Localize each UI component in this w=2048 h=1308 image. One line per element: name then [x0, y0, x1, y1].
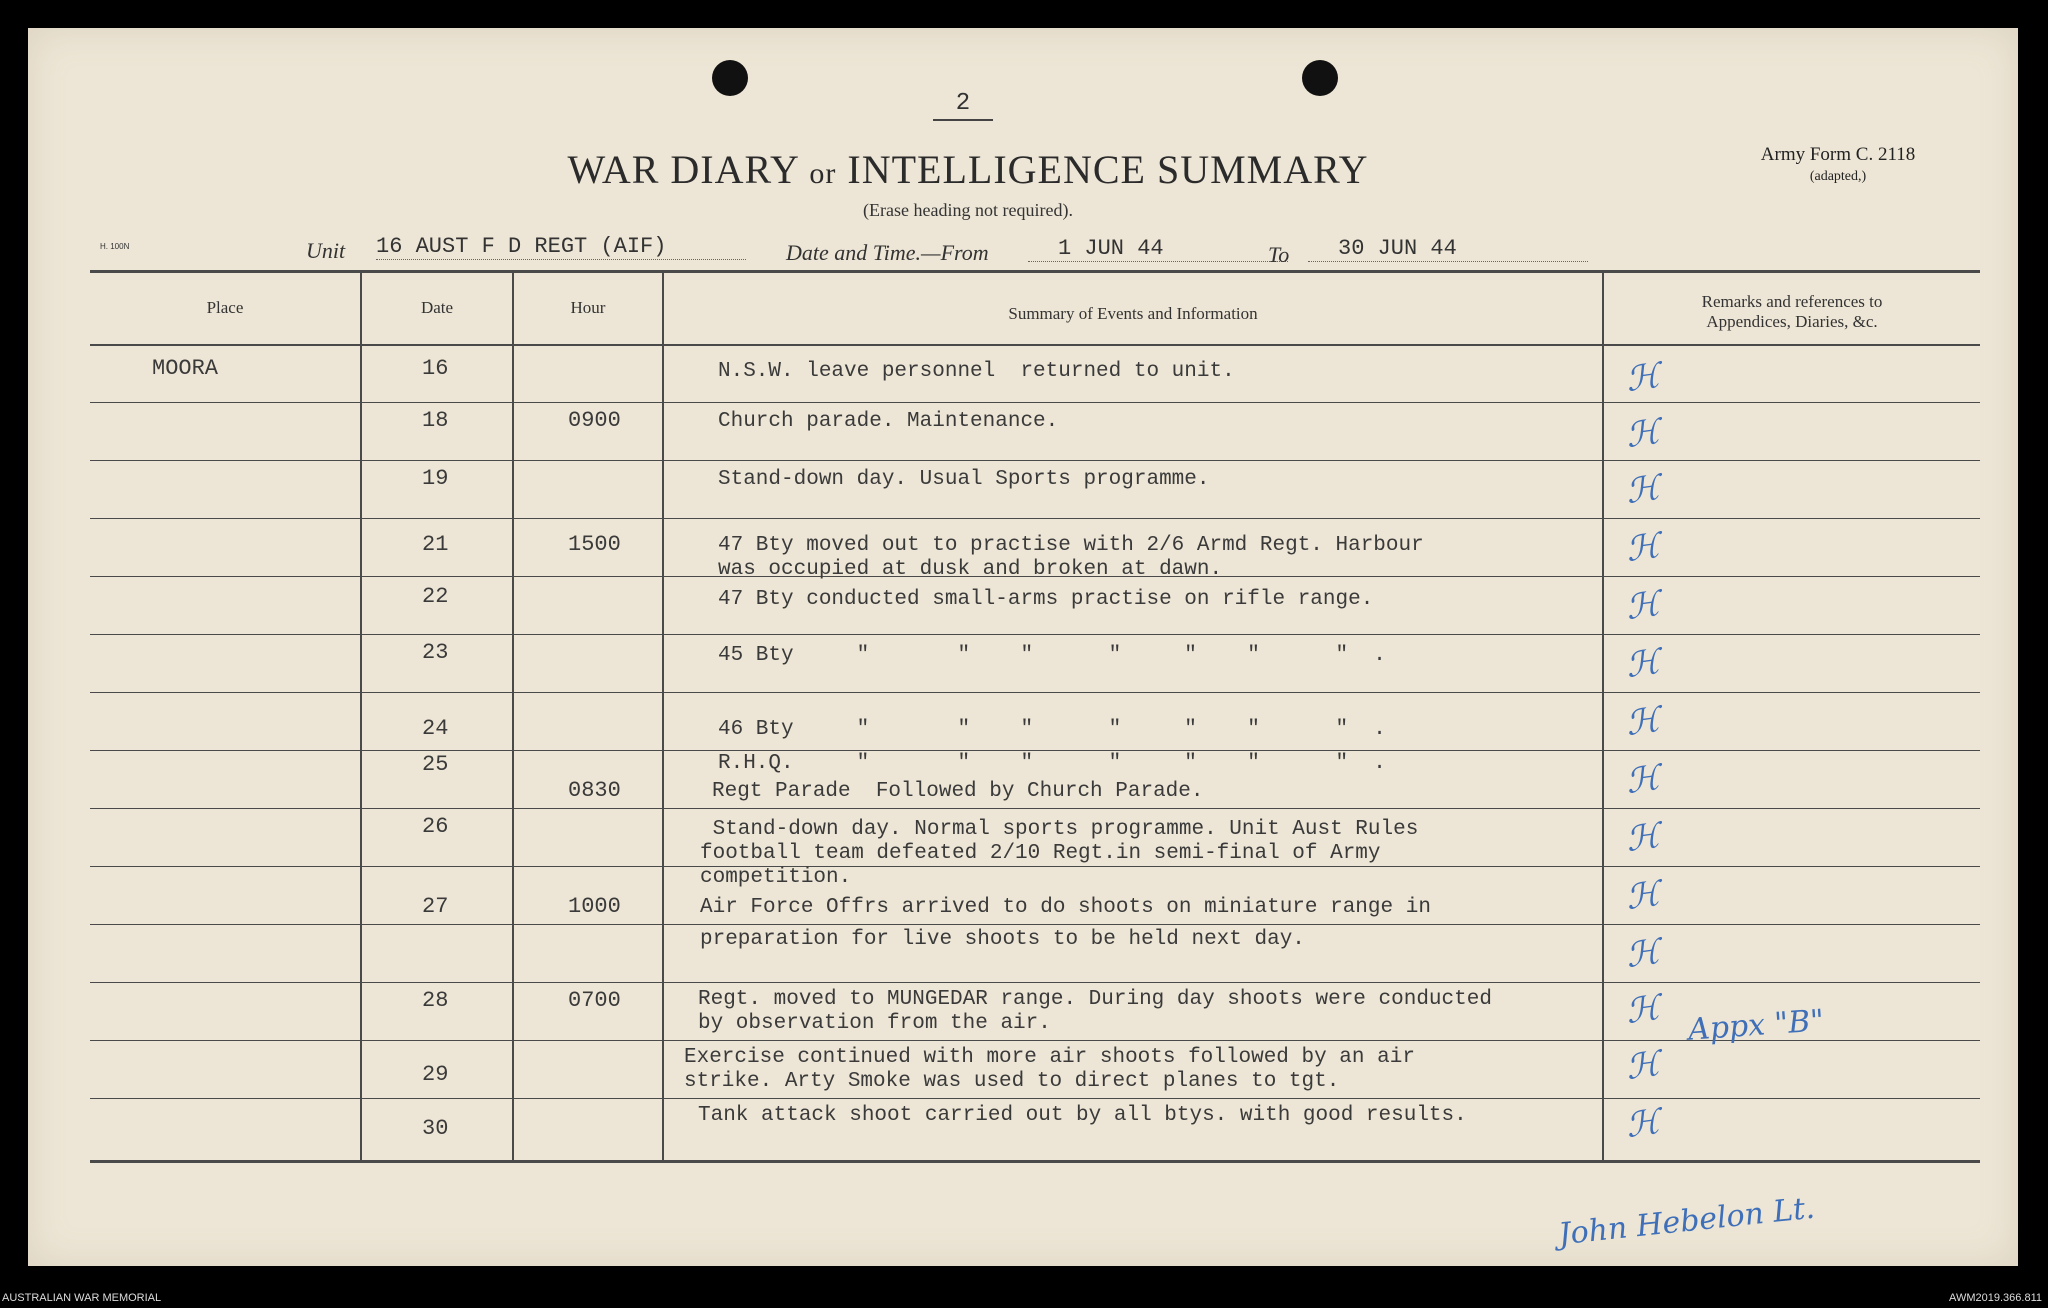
- erase-heading-note: (Erase heading not required).: [863, 200, 1073, 220]
- row-rule: [90, 982, 1980, 983]
- initial-tick-mark: ℋ: [1623, 931, 1663, 977]
- row-rule: [90, 924, 1980, 925]
- entry-summary: Stand-down day. Usual Sports programme.: [718, 468, 1210, 491]
- entry-hour: 0830: [568, 778, 621, 803]
- entry-summary: N.S.W. leave personnel returned to unit.: [718, 360, 1235, 383]
- page-title: [468, 146, 1468, 193]
- remarks-header-line2: Appendices, Diaries, &c.: [1706, 312, 1878, 331]
- entry-summary: 46 Bty " " " " " " " .: [718, 718, 1386, 741]
- entry-summary: 47 Bty moved out to practise with 2/6 Armd Regt. Harbour was occupied at dusk and broken at dawn.: [718, 534, 1424, 581]
- entry-summary: 45 Bty " " " " " " " .: [718, 644, 1386, 667]
- print-code: H. 100N: [100, 242, 130, 251]
- column-divider-date: [512, 270, 514, 1160]
- initial-tick-mark: ℋ: [1623, 411, 1663, 457]
- entry-hour: 0900: [568, 408, 621, 433]
- row-rule: [90, 518, 1980, 519]
- unit-label: Unit: [306, 238, 346, 263]
- column-divider-summary: [1602, 270, 1604, 1160]
- entry-summary: Air Force Offrs arrived to do shoots on miniature range in: [700, 896, 1431, 919]
- to-value: 30 JUN 44: [1308, 236, 1588, 262]
- entry-date: 28: [422, 988, 449, 1013]
- entry-date: 24: [422, 716, 449, 741]
- initial-tick-mark: ℋ: [1623, 355, 1663, 401]
- entry-summary: preparation for live shoots to be held next day.: [700, 928, 1305, 951]
- diary-page: [28, 28, 2018, 1266]
- initial-tick-mark: ℋ: [1623, 987, 1663, 1033]
- table-top-border: [90, 270, 1980, 273]
- signature: John Hebelon Lt.: [1556, 1190, 1817, 1253]
- row-rule: [90, 460, 1980, 461]
- entry-summary: Regt Parade Followed by Church Parade.: [712, 780, 1204, 803]
- column-header-date: Date: [420, 298, 454, 317]
- table-header-divider: [90, 344, 1980, 346]
- initial-tick-mark: ℋ: [1623, 1043, 1663, 1089]
- column-divider-place: [360, 270, 362, 1160]
- entry-date: 18: [422, 408, 449, 433]
- column-header-hour: Hour: [570, 298, 606, 317]
- row-rule: [90, 1098, 1980, 1099]
- entry-date: 26: [422, 814, 449, 839]
- entry-date: 29: [422, 1062, 449, 1087]
- entry-summary: 47 Bty conducted small-arms practise on rifle range.: [718, 588, 1374, 611]
- army-form-label: [1728, 144, 1948, 188]
- unit-value: 16 AUST F D REGT (AIF): [376, 234, 746, 260]
- initial-tick-mark: ℋ: [1623, 467, 1663, 513]
- row-rule: [90, 750, 1980, 751]
- initial-tick-mark: ℋ: [1623, 583, 1663, 629]
- column-header-summary: Summary of Events and Information: [1008, 304, 1258, 323]
- from-value: 1 JUN 44: [1028, 236, 1288, 262]
- punch-hole-left: [712, 60, 748, 96]
- entry-summary: Exercise continued with more air shoots followed by an air strike. Arty Smoke was used to direct planes to tgt.: [684, 1046, 1415, 1093]
- entry-hour: 1500: [568, 532, 621, 557]
- entry-date: 25: [422, 752, 449, 777]
- row-rule: [90, 692, 1980, 693]
- entry-place: MOORA: [152, 356, 219, 381]
- initial-tick-mark: ℋ: [1623, 757, 1663, 803]
- table-bottom-border: [90, 1160, 1980, 1163]
- column-header-remarks: [1604, 292, 1980, 332]
- entry-summary: Regt. moved to MUNGEDAR range. During day shoots were conducted by observation from the air.: [698, 988, 1492, 1035]
- date-time-label: Date and Time.—From: [786, 240, 989, 265]
- initial-tick-mark: ℋ: [1623, 1101, 1663, 1147]
- punch-hole-right: [1302, 60, 1338, 96]
- entry-summary: R.H.Q. " " " " " " " .: [718, 752, 1386, 775]
- initial-tick-mark: ℋ: [1623, 699, 1663, 745]
- page-number: 2: [933, 90, 993, 121]
- entry-date: 21: [422, 532, 449, 557]
- column-divider-hour: [662, 270, 664, 1160]
- row-rule: [90, 808, 1980, 809]
- title-intelligence-summary: INTELLIGENCE SUMMARY: [847, 147, 1369, 192]
- entry-summary: Tank attack shoot carried out by all btys. with good results.: [698, 1104, 1467, 1127]
- row-rule: [90, 634, 1980, 635]
- title-or: or: [809, 157, 837, 190]
- row-rule: [90, 402, 1980, 403]
- entry-date: 19: [422, 466, 449, 491]
- entry-summary: Church parade. Maintenance.: [718, 410, 1059, 433]
- footer-reference-number: AWM2019.366.811: [1949, 1292, 2042, 1304]
- army-form-name: Army Form C. 2118: [1760, 144, 1916, 165]
- entry-date: 27: [422, 894, 449, 919]
- initial-tick-mark: ℋ: [1623, 525, 1663, 571]
- remarks-header-line1: Remarks and references to: [1701, 292, 1883, 311]
- footer-institution: AUSTRALIAN WAR MEMORIAL: [2, 1292, 162, 1304]
- appendix-reference-note: Appx "B": [1686, 1003, 1826, 1048]
- initial-tick-mark: ℋ: [1623, 815, 1663, 861]
- entry-date: 16: [422, 356, 449, 381]
- entry-date: 23: [422, 640, 449, 665]
- initial-tick-mark: ℋ: [1623, 641, 1663, 687]
- initial-tick-mark: ℋ: [1623, 873, 1663, 919]
- column-header-place: Place: [206, 298, 244, 317]
- entry-hour: 0700: [568, 988, 621, 1013]
- entry-date: 22: [422, 584, 449, 609]
- title-war-diary: WAR DIARY: [567, 147, 799, 192]
- entry-date: 30: [422, 1116, 449, 1141]
- to-label: To: [1268, 242, 1290, 267]
- army-form-note: (adapted,): [1809, 169, 1867, 184]
- entry-summary: Stand-down day. Normal sports programme. Unit Aust Rules football team defeated 2/10 Regt.in semi-final of Army competition.: [700, 818, 1419, 889]
- entry-hour: 1000: [568, 894, 621, 919]
